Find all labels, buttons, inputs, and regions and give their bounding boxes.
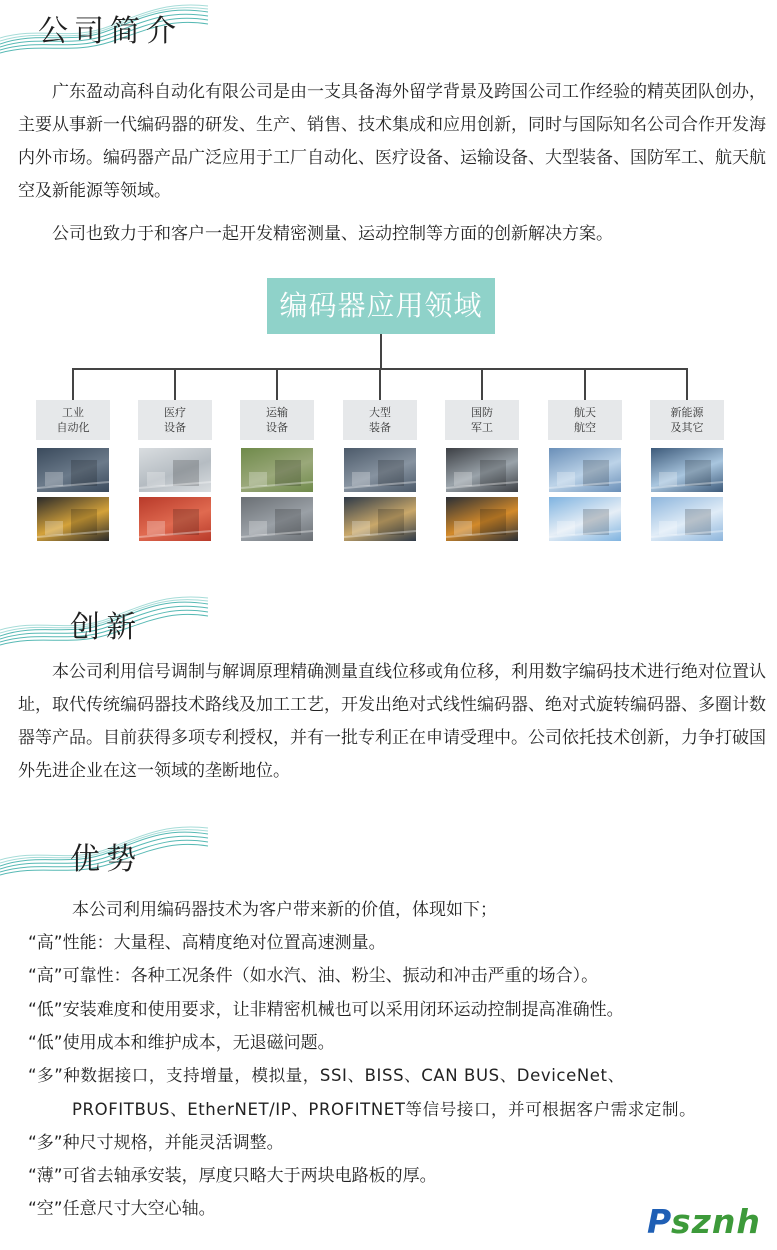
- advantage-item: “多”种尺寸规格，并能灵活调整。: [28, 1132, 284, 1153]
- tree-branch-line: [584, 368, 586, 400]
- category-label: 自动化: [56, 421, 90, 434]
- tree-branch-line: [276, 368, 278, 400]
- weapon-robot-photo: [446, 497, 518, 541]
- fighter-jet-photo: [446, 448, 518, 492]
- logo-letters-rest: sznh: [671, 1202, 761, 1241]
- conveyor-line-photo: [241, 448, 313, 492]
- tree-branch-line: [379, 368, 381, 400]
- category-label: 装备: [369, 421, 391, 434]
- section-title: 优势: [70, 842, 142, 877]
- intro-text: [18, 76, 770, 251]
- category-label: 大型: [369, 406, 391, 419]
- advantage-item: “空”任意尺寸大空心轴。: [28, 1199, 216, 1220]
- section-title: 创新: [70, 610, 142, 645]
- intro-paragraph-1: 广东盈动高科自动化有限公司是由一支具备海外留学背景及跨国公司工作经验的精英团队创办，主要从事新一代编码器的研发、生产、销售、技术集成和应用创新，同时与国际知名公司合作开发海内外市场。编码器产品广泛应用于工厂自动化、医疗设备、运输设备、大型装备、国防军工、航天航空及新能源等领域。: [18, 82, 766, 201]
- category-label: 医疗: [164, 406, 186, 419]
- tree-branch-line: [174, 368, 176, 400]
- category-box: [138, 400, 212, 440]
- category-box: [548, 400, 622, 440]
- section-header-advantage: [0, 822, 210, 878]
- satellite-dish-photo: [549, 448, 621, 492]
- category-label: 新能源: [670, 406, 704, 419]
- tree-trunk: [380, 334, 382, 368]
- category-label: 军工: [471, 421, 493, 434]
- category-label: 工业: [62, 406, 84, 419]
- advantage-item: “多”种数据接口，支持增量，模拟量，SSI、BISS、CAN BUS、DeviceNet、: [28, 1066, 625, 1086]
- category-box: [36, 400, 110, 440]
- innovation-paragraph: 本公司利用信号调制与解调原理精确测量直线位移或角位移，利用数字编码技术进行绝对位置认址，取代传统编码器技术路线及加工工艺，开发出绝对式线性编码器、绝对式旋转编码器、多圈计数器等产品。目前获得多项专利授权，并有一批专利正在申请受理中。公司依托技术创新，力争打破国外先进企业在这一领域的垄断地位。: [18, 662, 766, 781]
- tree-title: 编码器应用领域: [267, 278, 495, 334]
- industrial-robot-photo: [37, 497, 109, 541]
- tree-branch-line: [686, 368, 688, 400]
- airliner-photo: [549, 497, 621, 541]
- category-label: 航空: [574, 421, 596, 434]
- wind-turbines-photo: [651, 497, 723, 541]
- category-label: 设备: [266, 421, 288, 434]
- category-box: [343, 400, 417, 440]
- category-box: [240, 400, 314, 440]
- factory-automation-photo: [37, 448, 109, 492]
- section-header-innovation: [0, 592, 210, 648]
- warehouse-rack-photo: [344, 448, 416, 492]
- roller-conveyor-photo: [241, 497, 313, 541]
- section-title: 公司简介: [38, 14, 182, 49]
- section-header-intro: [0, 0, 210, 56]
- tree-branch-line: [481, 368, 483, 400]
- intro-paragraph-2: 公司也致力于和客户一起开发精密测量、运动控制等方面的创新解决方案。: [52, 224, 613, 244]
- tree-branch-line: [72, 368, 74, 400]
- advantage-item: PROFITBUS、EtherNET/IP、PROFITNET等信号接口，并可根据客户需求定制。: [72, 1099, 697, 1119]
- category-label: 运输: [266, 406, 288, 419]
- advantage-item: “薄”可省去轴承安装，厚度只略大于两块电路板的厚。: [28, 1166, 437, 1187]
- gantry-crane-photo: [139, 497, 211, 541]
- category-label: 国防: [471, 406, 493, 419]
- advantage-intro: 本公司利用编码器技术为客户带来新的价值，体现如下；: [72, 900, 497, 920]
- stage-equipment-photo: [344, 497, 416, 541]
- solar-panels-photo: [651, 448, 723, 492]
- advantage-item: “高”可靠性：各种工况条件（如水汽、油、粉尘、振动和冲击严重的场合）。: [28, 966, 599, 987]
- innovation-text: [18, 656, 770, 788]
- medical-scanner-photo: [139, 448, 211, 492]
- advantage-item: “低”安装难度和使用要求，让非精密机械也可以采用闭环运动控制提高准确性。: [28, 999, 624, 1020]
- logo-letter-p: P: [647, 1202, 672, 1241]
- brand-logo: [647, 1202, 761, 1241]
- category-box: [650, 400, 724, 440]
- category-label: 设备: [164, 421, 186, 434]
- advantage-item: “高”性能：大量程、高精度绝对位置高速测量。: [28, 933, 386, 953]
- category-label: 及其它: [670, 421, 704, 434]
- advantage-item: “低”使用成本和维护成本，无退磁问题。: [28, 1032, 335, 1053]
- category-box: [445, 400, 519, 440]
- category-label: 航天: [574, 406, 596, 419]
